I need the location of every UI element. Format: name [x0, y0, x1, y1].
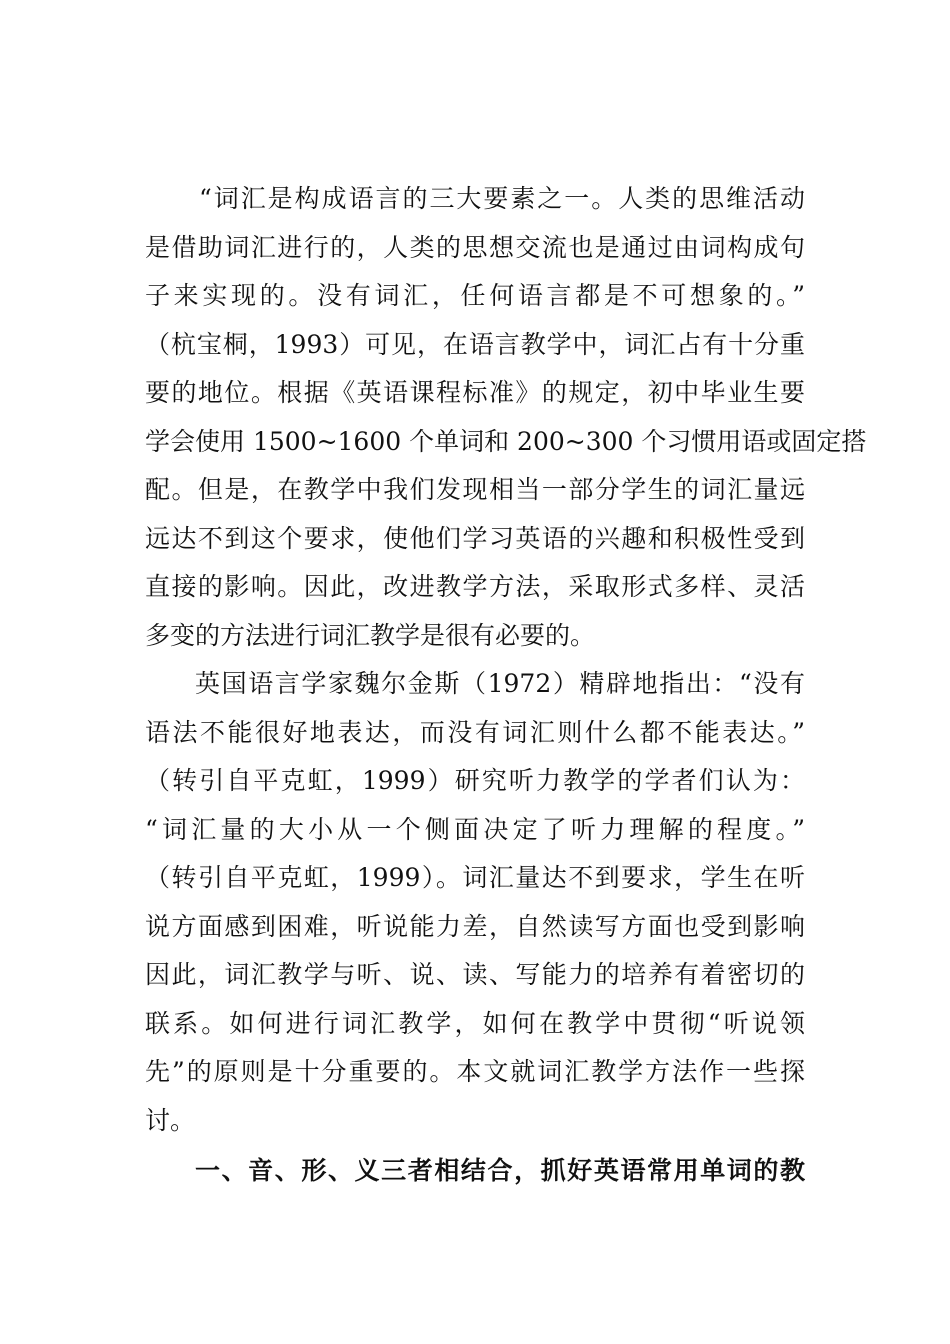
text-line: （转引自平克虹，1999）研究听力教学的学者们认为：: [145, 766, 805, 795]
text-line: 直接的影响。因此，改进教学方法，采取形式多样、灵活: [145, 572, 805, 601]
text-line: 要的地位。根据《英语课程标准》的规定，初中毕业生要: [145, 378, 805, 407]
document-body: [145, 175, 867, 1196]
text-line: 讨。: [145, 1105, 196, 1135]
paragraph-1: [145, 175, 867, 660]
text-line: “词汇是构成语言的三大要素之一。人类的思维活动: [199, 184, 805, 213]
section-heading: 一、音、形、义三者相结合，抓好英语常用单词的教: [195, 1156, 805, 1185]
text-line: 语法不能很好地表达，而没有词汇则什么都不能表达。”: [145, 717, 805, 747]
text-line: （杭宝桐，1993）可见，在语言教学中，词汇占有十分重: [145, 329, 805, 359]
text-line: 远达不到这个要求，使他们学习英语的兴趣和积极性受到: [145, 523, 805, 553]
text-line: 学会使用 1500~1600 个单词和 200~300 个习惯用语或固定搭: [145, 426, 867, 456]
text-line: 说方面感到困难，听说能力差，自然读写方面也受到影响: [145, 911, 805, 941]
text-line: （转引自平克虹，1999）。词汇量达不到要求，学生在听: [145, 863, 805, 892]
text-line: 因此，词汇教学与听、说、读、写能力的培养有着密切的: [145, 960, 805, 989]
text-line: 多变的方法进行词汇教学是很有必要的。: [145, 620, 596, 650]
text-line: 是借助词汇进行的，人类的思想交流也是通过由词构成句: [145, 232, 805, 262]
text-line: 联系。如何进行词汇教学，如何在教学中贯彻“听说领: [145, 1008, 805, 1038]
text-line: 先”的原则是十分重要的。本文就词汇教学方法作一些探: [145, 1057, 805, 1086]
text-line: 子来实现的。没有词汇，任何语言都是不可想象的。”: [145, 281, 805, 310]
paragraph-2: [145, 660, 805, 1145]
text-line: 配。但是，在教学中我们发现相当一部分学生的词汇量远: [145, 475, 805, 504]
text-line: “词汇量的大小从一个侧面决定了听力理解的程度。”: [145, 814, 805, 844]
text-line: 英国语言学家魏尔金斯（1972）精辟地指出：“没有: [195, 669, 805, 698]
